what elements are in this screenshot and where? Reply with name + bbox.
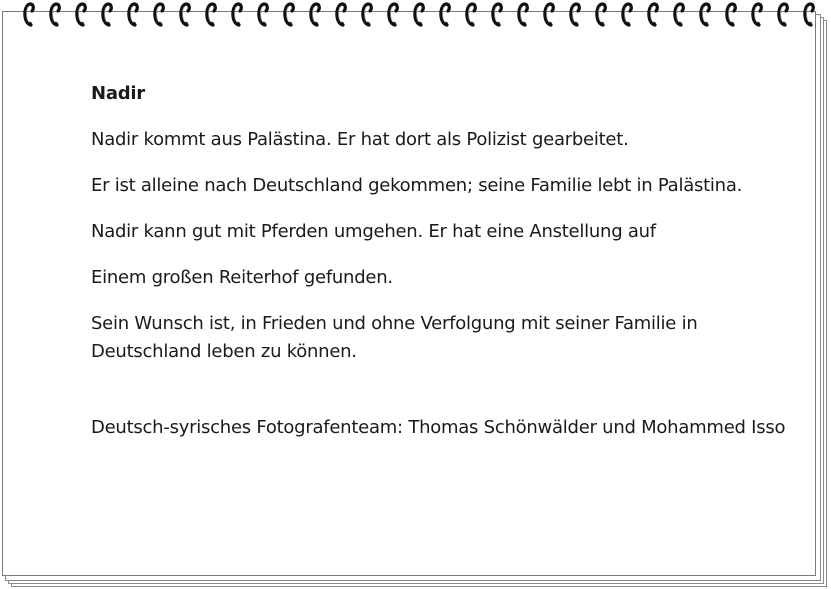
spiral-ring-icon — [727, 4, 735, 26]
paragraph-2: Er ist alleine nach Deutschland gekommen; seine Familie lebt in Palästina. — [91, 175, 743, 196]
spiral-ring-icon — [441, 4, 449, 26]
spiral-ring-icon — [805, 4, 813, 26]
spiral-ring-icon — [597, 4, 605, 26]
document-body — [91, 80, 791, 460]
spiral-ring-icon — [285, 4, 293, 26]
spiral-ring-icon — [311, 4, 319, 26]
paragraph-3: Nadir kann gut mit Pferden umgehen. Er hat eine Anstellung auf — [91, 221, 656, 242]
spiral-ring-icon — [753, 4, 761, 26]
spiral-ring-icon — [675, 4, 683, 26]
spiral-ring-icon — [51, 4, 59, 26]
paragraph-1: Nadir kommt aus Palästina. Er hat dort als Polizist gearbeitet. — [91, 129, 629, 150]
spiral-ring-icon — [129, 4, 137, 26]
spiral-ring-icon — [701, 4, 709, 26]
spiral-ring-icon — [519, 4, 527, 26]
spiral-ring-icon — [649, 4, 657, 26]
paragraph-4: Einem großen Reiterhof gefunden. — [91, 267, 393, 288]
spiral-binding — [0, 0, 831, 32]
spiral-ring-icon — [779, 4, 787, 26]
spiral-ring-icon — [545, 4, 553, 26]
spiral-ring-icon — [181, 4, 189, 26]
document-title: Nadir — [91, 83, 145, 104]
spiral-ring-icon — [207, 4, 215, 26]
spiral-ring-icon — [363, 4, 371, 26]
spiral-ring-icon — [493, 4, 501, 26]
spiral-ring-icon — [467, 4, 475, 26]
spiral-ring-icon — [25, 4, 33, 26]
spiral-ring-icon — [77, 4, 85, 26]
spiral-ring-icon — [389, 4, 397, 26]
spiral-ring-icon — [415, 4, 423, 26]
spiral-ring-icon — [623, 4, 631, 26]
spiral-ring-icon — [155, 4, 163, 26]
spiral-ring-icon — [259, 4, 267, 26]
photographer-credit: Deutsch-syrisches Fotografenteam: Thomas Schönwälder und Mohammed Isso — [91, 417, 786, 438]
paragraph-5: Sein Wunsch ist, in Frieden und ohne Verfolgung mit seiner Familie in Deutschland leben zu können. — [91, 313, 698, 362]
spiral-ring-icon — [233, 4, 241, 26]
spiral-ring-icon — [337, 4, 345, 26]
spiral-ring-icon — [571, 4, 579, 26]
spiral-ring-icon — [103, 4, 111, 26]
